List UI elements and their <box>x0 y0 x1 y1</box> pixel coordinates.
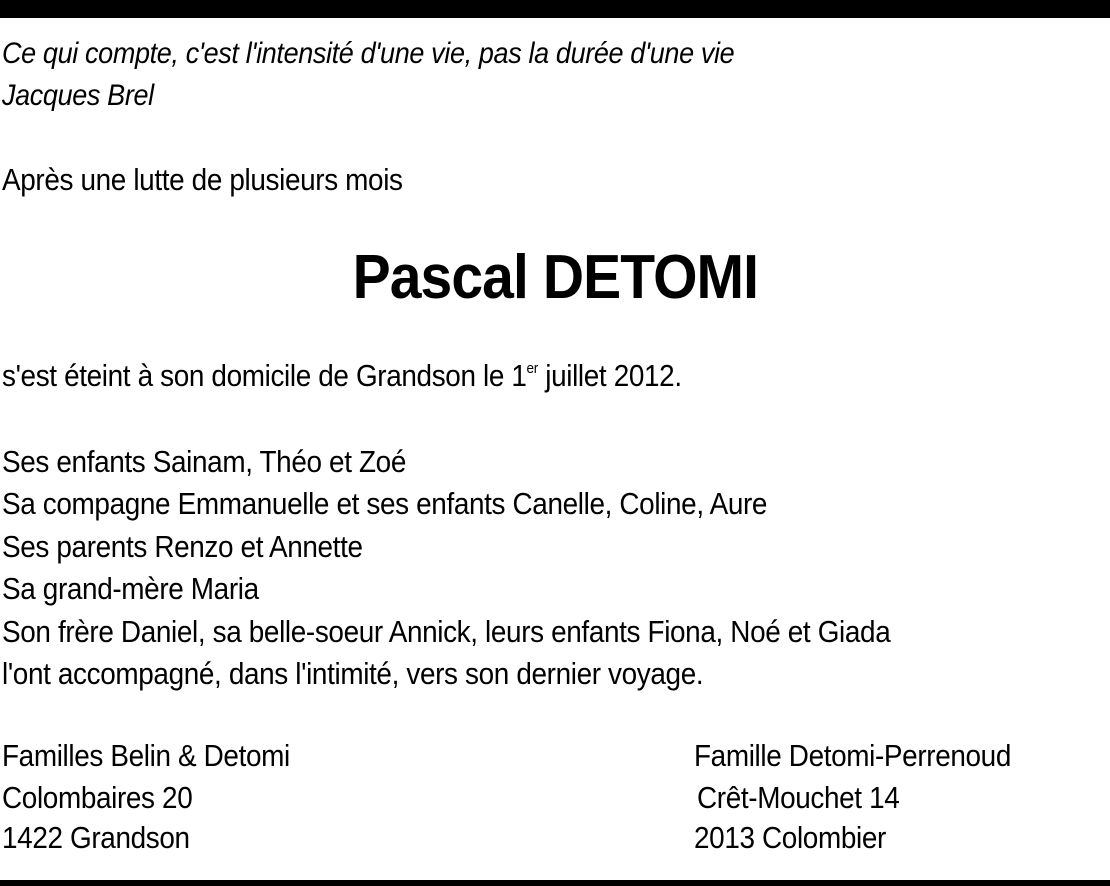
quote-author: Jacques Brel <box>2 79 154 112</box>
deceased-name-text: Pascal DETOMI <box>352 243 758 312</box>
bottom-border-rule <box>0 880 1110 886</box>
address-left-name: Familles Belin & Detomi <box>2 738 290 773</box>
death-notice-start: s'est éteint à son domicile de Grandson le 1 <box>2 358 527 393</box>
top-border-rule <box>0 0 1110 18</box>
address-left-city: 1422 Grandson <box>2 820 190 855</box>
quote-text: Ce qui compte, c'est l'intensité d'une vie, pas la durée d'une vie <box>2 37 735 70</box>
death-notice-end: juillet 2012. <box>537 358 682 393</box>
address-left-street: Colombaires 20 <box>2 780 193 815</box>
family-line-partner: Sa compagne Emmanuelle et ses enfants Canelle, Coline, Aure <box>2 486 768 521</box>
family-line-parents: Ses parents Renzo et Annette <box>2 529 363 564</box>
address-right-name: Famille Detomi-Perrenoud <box>694 738 1011 773</box>
address-right-street: Crêt-Mouchet 14 <box>697 780 900 815</box>
family-line-brother: Son frère Daniel, sa belle-soeur Annick, leurs enfants Fiona, Noé et Giada <box>2 614 891 649</box>
family-line-closing: l'ont accompagné, dans l'intimité, vers son dernier voyage. <box>2 656 704 691</box>
address-right-city: 2013 Colombier <box>694 820 886 855</box>
death-notice <box>2 356 682 396</box>
intro-text: Après une lutte de plusieurs mois <box>2 162 403 197</box>
deceased-name <box>0 238 1110 318</box>
family-line-children: Ses enfants Sainam, Théo et Zoé <box>2 444 406 479</box>
ordinal-suffix: er <box>526 360 538 377</box>
family-line-grandmother: Sa grand-mère Maria <box>2 571 259 606</box>
